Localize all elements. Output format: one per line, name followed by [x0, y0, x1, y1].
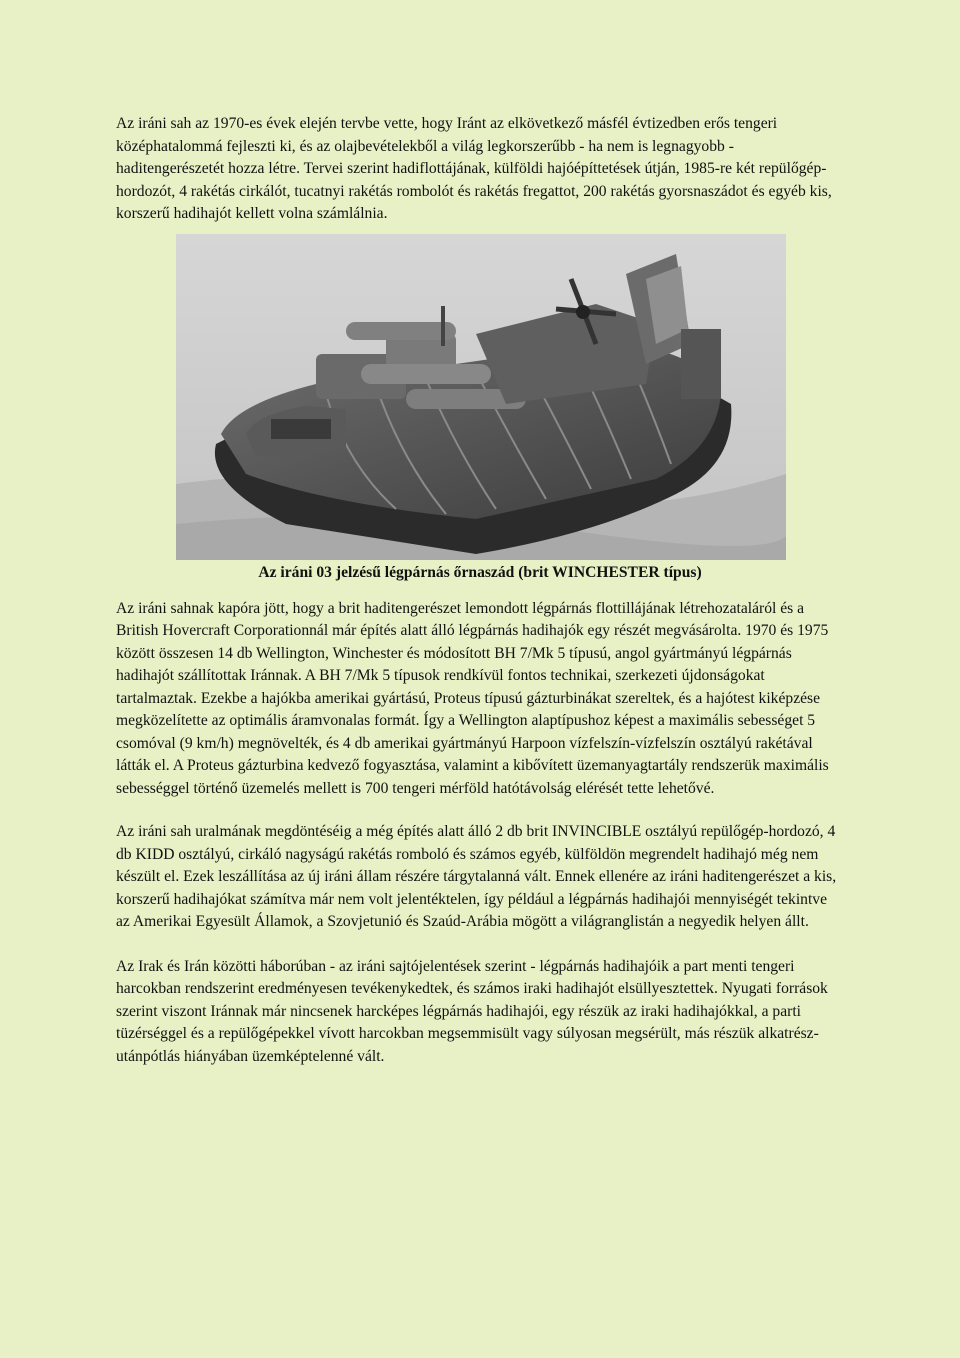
paragraph-intro: Az iráni sah az 1970-es évek elején tervbe vette, hogy Iránt az elkövetkező másfél évtizedben erős tengeri középhatalommá fejleszti ki, és az olajbevételekből a világ legkorszerűbb - ha nem is legnagyobb - haditengerészetét hozza létre. Tervei szerint hadiflottájának, külföldi hajóépíttetések útján, 1985-re két repülőgép-hordozót, 4 rakétás cirkálót, tucatnyi rakétás rombolót és rakétás fregattot, 200 rakétás gyorsnaszádot és egyéb kis, korszerű hadihajót kellett volna számlálnia.: [116, 115, 832, 222]
document-body: [116, 113, 844, 1068]
paragraph-hovercraft: Az iráni sahnak kapóra jött, hogy a brit haditengerészet lemondott légpárnás flottillájának létrehozataláról és a British Hovercraft Corporationnál már építés alatt álló légpárnás hadihajók egy részét megvásárolta. 1970 és 1975 között összesen 14 db Wellington, Winchester és módosított BH 7/Mk 5 típusú, angol gyártmányú légpárnás hadihajót szállítottak Iránnak. A BH 7/Mk 5 típusok rendkívül fontos technikai, szerkezeti újdonságokat tartalmaztak. Ezekbe a hajókba amerikai gyártású, Proteus típusú gázturbinákat szereltek, és a hajótest kiképzése megközelítette az optimális áramvonalas formát. Így a Wellington alaptípushoz képest a maximális sebességet 5 csomóval (9 km/h) megnövelték, és 4 db amerikai gyártmányú Harpoon vízfelszín-vízfelszín osztályú rakétával látták el. A Proteus gázturbina kedvező fogyasztása, valamint a kibővített üzemanyagtartály rendszerük maximális sebességgel történő üzemelés mellett is 700 tengeri mérföld hatótávolság elérését tette lehetővé.: [116, 599, 829, 797]
hovercraft-image: [176, 234, 786, 560]
paragraph-war: Az Irak és Irán közötti háborúban - az iráni sajtójelentések szerint - légpárnás hadihajóik a part menti tengeri harcokban rendszerint eredményesen tevékenykedtek, és számos iraki hadihajót elsüllyesztettek. Nyugati források szerint viszont Iránnak már nincsenek harcképes légpárnás hadihajói, egy részük az iraki hadihajókkal, a parti tüzérséggel és a repülőgépekkel vívott harcokban megsemmisült vagy súlyosan megsérült, más részük alkatrész-utánpótlás hiányában üzemképtelenné vált.: [116, 957, 828, 1065]
paragraph-fleet: Az iráni sah uralmának megdöntéséig a még építés alatt álló 2 db brit INVINCIBLE osztályú repülőgép-hordozó, 4 db KIDD osztályú, cirkáló nagyságú rakétás romboló és számos egyéb, külföldön megrendelt hadihajó még nem készült el. Ezek leszállítása az új iráni állam részére tárgytalanná vált. Ennek ellenére az iráni haditengerészet a kis, korszerű hadihajókat számítva már nem volt jelentéktelen, így például a légpárnás hadihajói mennyiségét tekintve az Amerikai Egyesült Államok, a Szovjetunió és Szaúd-Arábia mögött a világranglistán a negyedik helyen állt.: [116, 823, 837, 930]
hovercraft-photo: [176, 234, 786, 560]
figure-caption: Az iráni 03 jelzésű légpárnás őrnaszád (brit WINCHESTER típus): [258, 563, 702, 581]
